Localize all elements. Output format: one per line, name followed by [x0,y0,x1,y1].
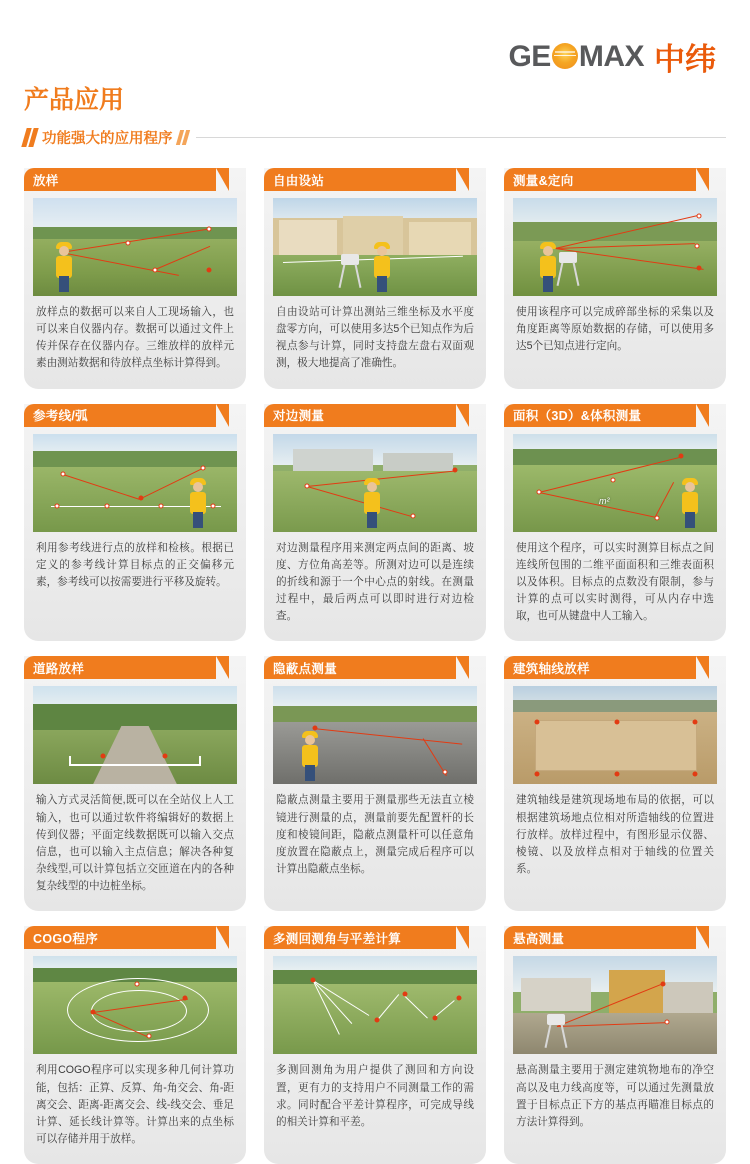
card-image-remote-height [513,956,717,1054]
card-header [264,404,456,427]
card-area-volume [504,404,726,642]
section-title: 功能强大的应用程序 [42,130,173,147]
card-header [264,656,456,679]
card-header [504,404,696,427]
card-header [264,926,456,949]
card-image-multi-round-angle [273,956,477,1054]
card-title: 隐蔽点测量 [273,661,338,676]
card-title: 对边测量 [273,409,325,424]
section-tick-icon [24,128,36,147]
card-title: 建筑轴线放样 [513,661,590,676]
card-title: 自由设站 [273,173,325,188]
card-description: 使用这个程序，可以实时测算目标点之间连线所包围的二维平面面积和三维表面积以及体积。目标点的点数没有限制，参与计算的点可以实时测得，可从内存中选取，也可从键盘中人工输入。 [516,541,714,623]
card-multi-round-angle [264,926,486,1164]
card-title: 悬高测量 [513,931,565,946]
surveyor-figure-icon [51,236,77,292]
logo-text-left: GE [508,39,551,73]
card-title: 放样 [33,173,59,188]
card-header [504,656,696,679]
card-description: 多测回测角为用户提供了测回和方向设置，更有力的支持用户不同测量工作的需求。同时配合平差计算程序，可完成导线的相关计算和平差。 [276,1064,474,1128]
card-title: 参考线/弧 [33,409,88,424]
card-tie-distance [264,404,486,642]
card-description: 使用该程序可以完成碎部坐标的采集以及角度距离等原始数据的存储，可以使用多达5个已知点进行定向。 [516,306,714,353]
page-title: 产品应用 [24,86,125,114]
card-header [24,656,216,679]
brand-chinese-name: 中纬 [654,42,716,78]
logo-text-right: MAX [578,39,644,73]
geomax-wordmark [508,40,644,74]
surveyor-figure-icon [369,236,395,292]
surveyor-figure-icon [297,725,323,781]
brand-logo [508,34,716,79]
card-description: 建筑轴线是建筑现场地布局的依据，可以根据建筑场地点位相对所造轴线的位置进行放样。放样过程中，有图形显示仪器、棱镜、以及放样点相对于轴线的位置关系。 [516,794,714,876]
card-image-area-volume [513,434,717,532]
card-description: 输入方式灵活简便,既可以在全站仪上人工输入，也可以通过软件将编辑好的数据上传到仪器；平面定线数据既可以输入交点信息，也可以输入主点信息；解决各种复杂线型,可以计算包括立交匝道在内的各种复杂线型的中边桩坐标。 [36,794,234,893]
card-remote-height [504,926,726,1164]
card-header [264,168,456,191]
card-free-station [264,168,486,389]
card-image-free-station [273,198,477,296]
section-divider [196,137,727,138]
section-tick-secondary-icon [178,130,188,145]
sphere-logo-icon [552,43,578,69]
card-image-survey-orientation [513,198,717,296]
card-image-tie-distance [273,434,477,532]
card-description: 隐蔽点测量主要用于测量那些无法直立棱镜进行测量的点，测量前要先配置杆的长度和棱镜间距，隐蔽点测量杆可以任意角度放置在隐蔽点上，测量完成后程序可以计算出隐蔽点坐标。 [276,794,474,876]
card-title: COGO程序 [33,931,98,946]
card-description: 放样点的数据可以来自人工现场输入，也可以来自仪器内存。数据可以通过文件上传并保存在仪器内存。三维放样的放样元素由测站数据和待放样点坐标计算得到。 [36,306,234,370]
card-header [24,926,216,949]
card-description: 悬高测量主要用于测定建筑物地布的净空高以及电力线高度等，可以通过先测量放置于目标点正下方的基点再瞄准目标点的方法计算得到。 [516,1064,714,1128]
card-header [24,404,216,427]
card-stakeout [24,168,246,389]
card-image-reference-line [33,434,237,532]
card-hidden-point [264,656,486,911]
card-description: 自由设站可计算出测站三维坐标及水平度盘零方向，可以使用多达5个已知点作为后视点参与计算，同时支持盘左盘右双面观测，极大地提高了准确性。 [276,306,474,370]
application-cards-grid [24,168,726,1164]
surveyor-figure-icon [359,472,385,528]
card-image-cogo [33,956,237,1054]
area-unit-label: m² [599,495,610,506]
section-header [24,124,726,150]
card-cogo [24,926,246,1164]
card-title: 道路放样 [33,661,85,676]
card-image-construction-axis [513,686,717,784]
card-header [504,168,696,191]
surveyor-figure-icon [677,472,703,528]
card-road-stakeout [24,656,246,911]
card-image-hidden-point [273,686,477,784]
card-title: 多测回测角与平差计算 [273,931,402,946]
card-reference-line [24,404,246,642]
card-title: 面积（3D）&体积测量 [513,409,642,424]
surveyor-figure-icon [185,472,211,528]
card-title: 测量&定向 [513,173,574,188]
card-description: 利用参考线进行点的放样和检核。根据已定义的参考线计算目标点的正交偏移元素，参考线可以按需要进行平移及旋转。 [36,541,234,588]
card-construction-axis [504,656,726,911]
card-image-road-stakeout [33,686,237,784]
card-description: 利用COGO程序可以实现多种几何计算功能，包括：正算、反算、角-角交会、角-距离交会、距离-距离交会、线-线交会、垂足计算、延长线计算等。计算出来的点坐标可以存储并用于放样。 [36,1064,234,1145]
card-header [504,926,696,949]
card-header [24,168,216,191]
card-description: 对边测量程序用来测定两点间的距离、坡度、方位角高差等。所测对边可以是连续的折线和源于一个中心点的射线。在测量过程中，最后两点可以即时进行对边检查。 [276,541,474,623]
card-survey-orientation [504,168,726,389]
card-image-stakeout [33,198,237,296]
